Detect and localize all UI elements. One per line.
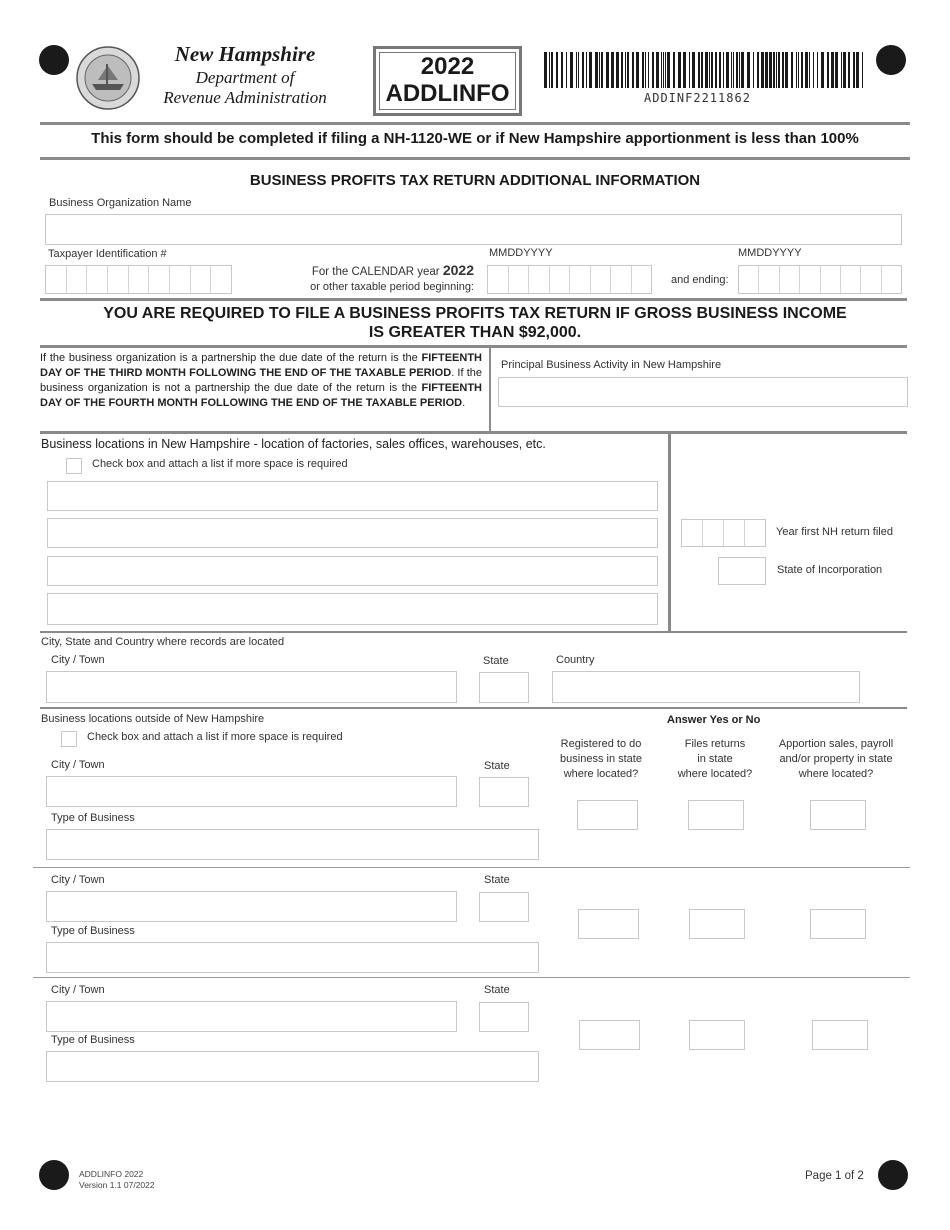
outside-state-label: State bbox=[484, 760, 510, 772]
nh-locations-checkbox[interactable] bbox=[66, 458, 82, 474]
outside-city-input-1[interactable] bbox=[46, 776, 457, 807]
registration-mark bbox=[39, 1160, 69, 1190]
outside-city-input-2[interactable] bbox=[46, 891, 457, 922]
tin-input[interactable] bbox=[45, 265, 232, 294]
outside-type-label: Type of Business bbox=[51, 812, 135, 824]
nh-location-input-1[interactable] bbox=[47, 481, 658, 511]
state-incorporation-label: State of Incorporation bbox=[777, 564, 883, 576]
tin-label: Taxpayer Identification # bbox=[48, 248, 167, 260]
nh-locations-label: Business locations in New Hampshire - location of factories, sales offices, warehouses, etc. bbox=[41, 437, 546, 451]
records-state-input[interactable] bbox=[479, 672, 529, 703]
registration-mark bbox=[39, 45, 69, 75]
col-files-returns-header: Files returns in state where located? bbox=[677, 738, 753, 780]
divider bbox=[40, 298, 907, 301]
due-date-paragraph: If the business organization is a partnership the due date of the return is the FIFTEENTH DAY OF THE THIRD MONTH FOLLOWING THE END OF THE TAXABLE PERIOD. If the business organization is not a partnership the due date of the return is the FIFTEENTH DAY OF THE FOURTH MONTH FOLLOWING THE END OF THE TAXABLE PERIOD. bbox=[40, 352, 483, 409]
page-number: Page 1 of 2 bbox=[805, 1170, 864, 1182]
footer-form-id: ADDLINFO 2022 bbox=[79, 1169, 144, 1179]
outside-city-input-3[interactable] bbox=[46, 1001, 457, 1032]
divider bbox=[33, 867, 910, 868]
records-state-label: State bbox=[483, 655, 509, 667]
requirement-banner-line-2: IS GREATER THAN $92,000. bbox=[368, 324, 582, 341]
files-returns-answer-3[interactable] bbox=[689, 1020, 745, 1050]
registration-mark bbox=[876, 45, 906, 75]
outside-city-label: City / Town bbox=[51, 984, 105, 996]
records-city-input[interactable] bbox=[46, 671, 457, 703]
col-registered-header: Registered to do business in state where located? bbox=[560, 738, 642, 780]
nh-location-input-2[interactable] bbox=[47, 518, 658, 548]
outside-type-label: Type of Business bbox=[51, 1034, 135, 1046]
divider bbox=[40, 345, 907, 348]
outside-state-label: State bbox=[484, 874, 510, 886]
apportion-answer-3[interactable] bbox=[812, 1020, 868, 1050]
period-end-date-input[interactable] bbox=[738, 265, 902, 294]
business-name-input[interactable] bbox=[45, 214, 902, 245]
divider bbox=[33, 977, 910, 978]
period-beginning-label: or other taxable period beginning: bbox=[310, 281, 474, 293]
barcode bbox=[544, 52, 866, 105]
divider bbox=[40, 122, 910, 125]
nh-locations-checkbox-label: Check box and attach a list if more space is required bbox=[92, 458, 348, 470]
registered-answer-3[interactable] bbox=[579, 1020, 640, 1050]
nh-location-input-4[interactable] bbox=[47, 593, 658, 625]
outside-type-input-1[interactable] bbox=[46, 829, 539, 860]
begin-date-format-hint: MMDDYYYY bbox=[489, 247, 553, 259]
state-seal-icon bbox=[76, 46, 140, 110]
outside-locations-checkbox[interactable] bbox=[61, 731, 77, 747]
outside-locations-checkbox-label: Check box and attach a list if more space is required bbox=[87, 731, 343, 743]
calendar-year-line bbox=[290, 262, 474, 278]
department-line-2: Revenue Administration bbox=[163, 88, 327, 107]
nh-location-input-3[interactable] bbox=[47, 556, 658, 586]
department-line-1: Department of bbox=[195, 68, 295, 87]
answer-yes-no-header: Answer Yes or No bbox=[667, 714, 761, 726]
apportion-answer-1[interactable] bbox=[810, 800, 866, 830]
outside-state-input-1[interactable] bbox=[479, 777, 529, 807]
files-returns-answer-1[interactable] bbox=[688, 800, 744, 830]
divider bbox=[40, 631, 907, 633]
requirement-banner bbox=[40, 304, 910, 342]
records-city-label: City / Town bbox=[51, 654, 105, 666]
intro-banner: This form should be completed if filing a NH-1120-WE or if New Hampshire apportionment is less than 100% bbox=[91, 130, 859, 147]
calendar-year-prefix: For the CALENDAR year bbox=[311, 266, 440, 278]
period-begin-date-input[interactable] bbox=[487, 265, 652, 294]
principal-activity-label: Principal Business Activity in New Hampshire bbox=[501, 359, 722, 371]
files-returns-answer-2[interactable] bbox=[689, 909, 745, 939]
outside-city-label: City / Town bbox=[51, 874, 105, 886]
outside-type-input-3[interactable] bbox=[46, 1051, 539, 1082]
col-apportion-header: Apportion sales, payroll and/or property in state where located? bbox=[778, 738, 894, 780]
end-date-format-hint: MMDDYYYY bbox=[738, 247, 802, 259]
outside-state-label: State bbox=[484, 984, 510, 996]
requirement-banner-line-1: YOU ARE REQUIRED TO FILE A BUSINESS PROFITS TAX RETURN IF GROSS BUSINESS INCOME bbox=[103, 305, 847, 322]
footer-version: Version 1.1 07/2022 bbox=[79, 1180, 155, 1190]
year-first-return-label: Year first NH return filed bbox=[776, 526, 893, 538]
principal-activity-input[interactable] bbox=[498, 377, 908, 407]
footer-form-info bbox=[79, 1169, 155, 1191]
outside-type-label: Type of Business bbox=[51, 925, 135, 937]
outside-state-input-2[interactable] bbox=[479, 892, 529, 922]
records-country-input[interactable] bbox=[552, 671, 860, 703]
state-name: New Hampshire bbox=[174, 42, 316, 66]
outside-city-label: City / Town bbox=[51, 759, 105, 771]
state-incorporation-input[interactable] bbox=[718, 557, 766, 585]
records-country-label: Country bbox=[556, 654, 595, 666]
ending-label: and ending: bbox=[671, 274, 729, 286]
barcode-text: ADDINF2211862 bbox=[644, 91, 751, 105]
form-id-box bbox=[373, 46, 522, 116]
year-first-return-input[interactable] bbox=[681, 519, 766, 547]
registered-answer-2[interactable] bbox=[578, 909, 639, 939]
divider bbox=[40, 431, 907, 434]
apportion-answer-2[interactable] bbox=[810, 909, 866, 939]
divider bbox=[489, 348, 491, 432]
business-name-label: Business Organization Name bbox=[49, 197, 192, 209]
records-label: City, State and Country where records are located bbox=[41, 636, 285, 648]
outside-locations-label: Business locations outside of New Hampshire bbox=[41, 713, 265, 725]
form-year: 2022 bbox=[420, 53, 475, 80]
divider bbox=[40, 707, 907, 709]
outside-type-input-2[interactable] bbox=[46, 942, 539, 973]
registered-answer-1[interactable] bbox=[577, 800, 638, 830]
divider bbox=[668, 433, 671, 632]
outside-state-input-3[interactable] bbox=[479, 1002, 529, 1032]
divider bbox=[40, 157, 910, 160]
form-code: ADDLINFO bbox=[385, 80, 510, 107]
section-title: BUSINESS PROFITS TAX RETURN ADDITIONAL INFORMATION bbox=[249, 172, 701, 189]
registration-mark bbox=[878, 1160, 908, 1190]
calendar-year-value: 2022 bbox=[442, 262, 474, 278]
